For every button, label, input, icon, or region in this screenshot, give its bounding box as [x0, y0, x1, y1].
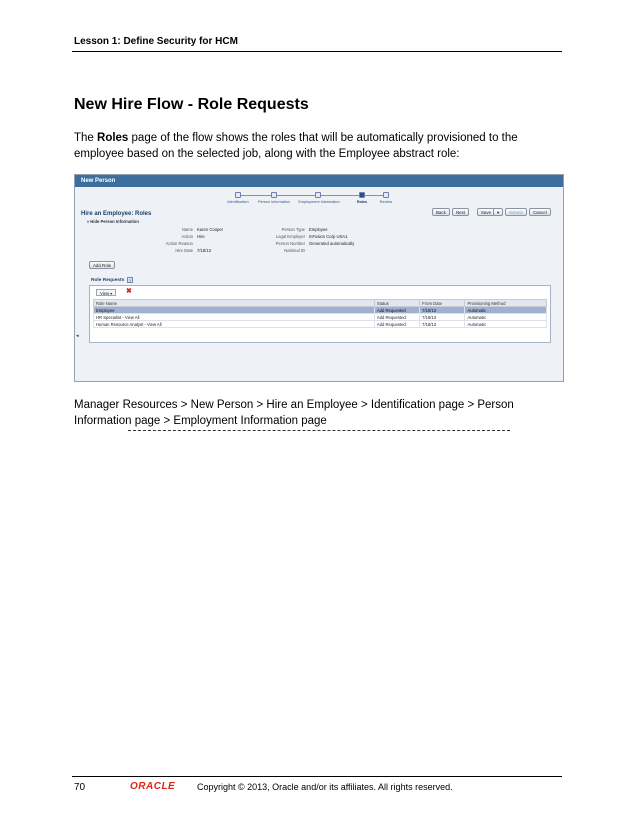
column-header-status[interactable]: Status [374, 300, 419, 307]
role-requests-panel [89, 285, 551, 343]
intro-prefix: The [74, 132, 98, 144]
train-stop-employment-information[interactable] [315, 192, 321, 198]
next-button[interactable]: Next [452, 208, 469, 216]
copyright-notice: Copyright © 2013, Oracle and/or its affiliates. All rights reserved. [197, 782, 453, 792]
role-name-cell: HR Specialist - View All [94, 314, 375, 321]
page-number: 70 [74, 782, 86, 793]
intro-paragraph [74, 130, 564, 162]
footer-rule [72, 776, 562, 777]
role-requests-title: Role Requests [91, 278, 125, 283]
train-label-roles[interactable]: Roles [356, 200, 368, 204]
back-button[interactable]: Back [432, 208, 450, 216]
from-date-cell: 7/18/13 [420, 307, 465, 314]
name-value: Karen Cooper [197, 227, 224, 232]
from-date-cell: 7/18/13 [420, 321, 465, 328]
status-cell: Add Requested [374, 314, 419, 321]
action-label: Action [181, 234, 193, 239]
process-train [227, 192, 407, 206]
table-row[interactable] [94, 314, 547, 321]
add-role-button[interactable]: Add Role [89, 261, 115, 269]
hide-info-label[interactable]: Hide Person Information [90, 219, 139, 224]
intro-bold-roles: Roles [97, 132, 129, 144]
train-label-review[interactable]: Review [379, 200, 393, 204]
submit-button[interactable]: Submit [505, 208, 527, 216]
page-title: New Hire Flow - Role Requests [74, 96, 309, 113]
provisioning-method-cell: Automatic [465, 314, 547, 321]
legal-employer-value: InFusion Corp USA1 [309, 234, 348, 239]
column-header-role-name[interactable]: Role Name [94, 300, 375, 307]
action-value: Hire [197, 234, 205, 239]
train-stop-roles[interactable] [359, 192, 365, 198]
status-cell: Add Requested [374, 307, 419, 314]
collapse-arrow-icon[interactable]: ◂ [76, 333, 79, 339]
provisioning-method-cell: Automatic [465, 307, 547, 314]
window-title: New Person [75, 175, 563, 187]
cancel-button[interactable]: Cancel [529, 208, 551, 216]
provisioning-method-cell: Automatic [465, 321, 547, 328]
save-dropdown-button[interactable]: ▾ [493, 208, 503, 216]
name-label: Name [181, 227, 193, 232]
underline-rule [128, 430, 510, 431]
train-label-person-information[interactable]: Person Information [257, 200, 291, 204]
national-id-label: National ID [284, 248, 305, 253]
column-header-provisioning-method[interactable]: Provisioning Method [465, 300, 547, 307]
navigation-path: Manager Resources > New Person > Hire an Employee > Identification page > Person Information page > Employment Information page [74, 399, 514, 427]
header-rule [72, 51, 562, 52]
person-type-value: Employee [309, 227, 328, 232]
intro-suffix: page of the flow shows the roles that will be automatically provisioned to the employee based on the selected job, along with the Employee abstract role: [74, 132, 518, 160]
oracle-logo: ORACLE [130, 781, 176, 792]
lesson-header: Lesson 1: Define Security for HCM [74, 36, 238, 47]
train-stop-review[interactable] [383, 192, 389, 198]
person-number-label: Person Number [275, 241, 305, 246]
legal-employer-label: Legal Employer [275, 234, 305, 239]
hire-date-value: 7/18/13 [197, 248, 211, 253]
column-header-from-date[interactable]: From Date [420, 300, 465, 307]
train-stop-person-information[interactable] [271, 192, 277, 198]
roles-page-screenshot [74, 174, 564, 382]
save-button[interactable]: Save [477, 208, 495, 216]
role-name-cell: Employee [94, 307, 375, 314]
table-row[interactable] [94, 321, 547, 328]
train-label-identification[interactable]: Identification [227, 200, 249, 204]
hire-date-label: Hire Date [175, 248, 193, 253]
table-header-row [94, 300, 547, 307]
view-menu[interactable]: View ▾ [96, 289, 116, 296]
train-label-employment-information[interactable]: Employment Information [298, 200, 340, 204]
train-stop-identification[interactable] [235, 192, 241, 198]
action-reason-label: Action Reason [165, 241, 193, 246]
delete-icon[interactable]: ✖ [126, 288, 132, 295]
person-number-value: Generated automatically [309, 241, 355, 246]
person-type-label: Person Type [281, 227, 305, 232]
role-name-cell: Human Resource Analyst - View All [94, 321, 375, 328]
table-row[interactable] [94, 307, 547, 314]
hide-person-information-toggle[interactable]: ▿ Hide Person Information [87, 219, 139, 224]
from-date-cell: 7/18/13 [420, 314, 465, 321]
help-icon[interactable]: ? [128, 278, 132, 283]
role-requests-table [93, 299, 547, 328]
hire-roles-title: Hire an Employee: Roles [81, 211, 152, 217]
status-cell: Add Requested [374, 321, 419, 328]
